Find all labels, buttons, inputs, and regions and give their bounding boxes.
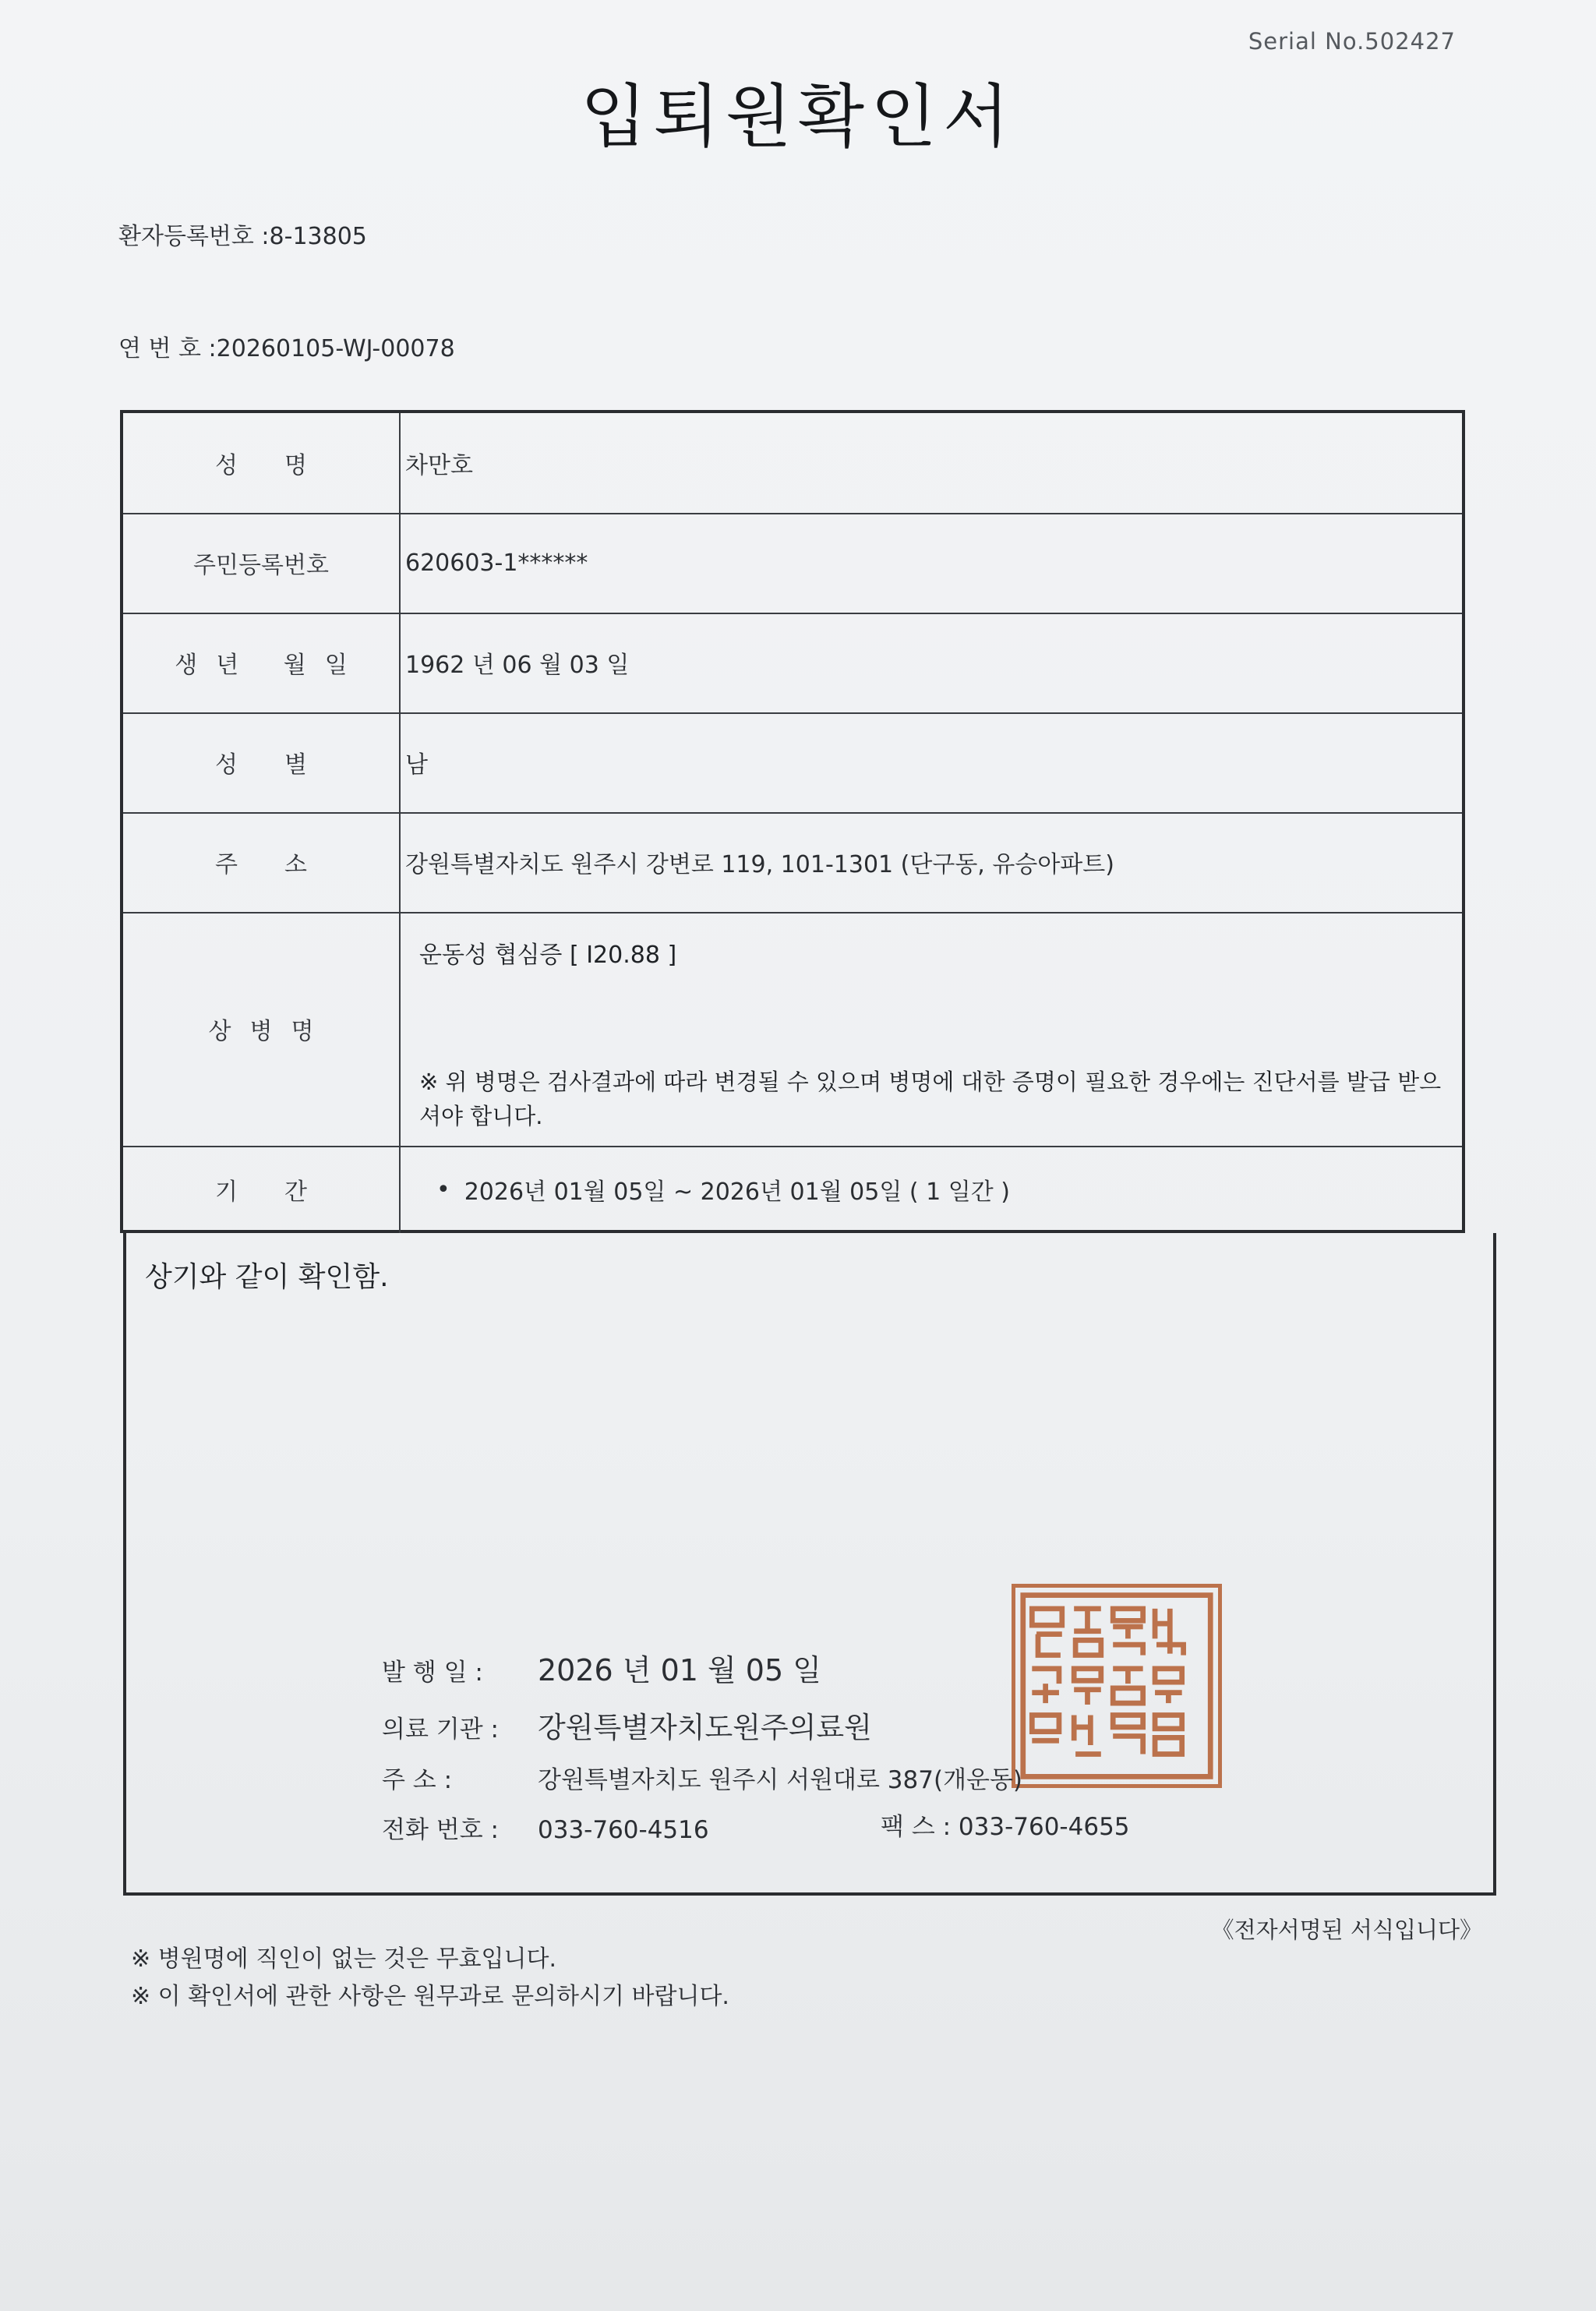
electronic-signature-notice: 《전자서명된 서식입니다》 bbox=[1211, 1917, 1482, 1943]
institution-value: 강원특별자치도원주의료원 bbox=[538, 1711, 872, 1744]
patient-registration-label: 환자등록번호 : bbox=[118, 223, 270, 250]
issue-date-label: 발 행 일 : bbox=[382, 1659, 483, 1687]
period-bullet: • bbox=[436, 1175, 450, 1203]
institution-address-value: 강원특별자치도 원주시 서원대로 387(개운동) bbox=[538, 1766, 1023, 1794]
period-label-cell bbox=[123, 1146, 401, 1233]
footnote-seal-validity: ※ 병원명에 직인이 없는 것은 무효입니다. bbox=[131, 1945, 557, 1973]
seal-icon bbox=[1015, 1588, 1218, 1784]
rrn-value: 620603-1****** bbox=[405, 549, 588, 577]
period-value-cell bbox=[405, 1146, 1453, 1233]
birth-label: 생년 월일 bbox=[175, 652, 366, 679]
table-row-period bbox=[123, 1146, 1462, 1233]
fax-label: 팩 스 : bbox=[881, 1813, 959, 1841]
sex-label-cell bbox=[123, 712, 401, 812]
fax-line bbox=[881, 1807, 1130, 1842]
diagnosis-label: 상병명 bbox=[208, 1018, 333, 1045]
table-row-address bbox=[123, 812, 1462, 913]
birth-value: 1962 년 06 월 03 일 bbox=[405, 652, 630, 679]
table-row-name bbox=[123, 413, 1462, 514]
name-label: 성명 bbox=[215, 452, 354, 479]
patient-registration-value: 8-13805 bbox=[269, 223, 367, 250]
address-value: 강원특별자치도 원주시 강변로 119, 101-1301 (단구동, 유승아파트) bbox=[405, 851, 1114, 878]
table-row-sex bbox=[123, 712, 1462, 814]
document-title: 입퇴원확인서 bbox=[580, 76, 1016, 157]
table-row-birth bbox=[123, 613, 1462, 714]
footnote-inquiry: ※ 이 확인서에 관한 사항은 원무과로 문의하시기 바랍니다. bbox=[131, 1983, 729, 2010]
rrn-label: 주민등록번호 bbox=[123, 513, 401, 613]
official-seal-stamp bbox=[1012, 1584, 1222, 1788]
institution-label: 의료 기관 : bbox=[382, 1716, 499, 1744]
issue-date-value: 2026 년 01 월 05 일 bbox=[538, 1653, 821, 1687]
phone-label: 전화 번호 : bbox=[382, 1816, 499, 1844]
address-label: 주소 bbox=[215, 851, 354, 878]
sex-label: 성별 bbox=[215, 751, 354, 779]
diagnosis-label-cell bbox=[123, 912, 401, 1146]
table-row-diagnosis bbox=[123, 912, 1462, 1147]
institution-address-line bbox=[382, 1760, 1022, 1795]
fax-value: 033-760-4655 bbox=[958, 1813, 1130, 1841]
institution-line bbox=[382, 1704, 872, 1746]
sex-value: 남 bbox=[405, 751, 428, 779]
birth-label-cell bbox=[123, 613, 401, 712]
confirmation-box bbox=[123, 1233, 1496, 1896]
diagnosis-note: ※ 위 병명은 검사결과에 따라 변경될 수 있으며 병명에 대한 증명이 필요한 경우에는 진단서를 발급 받으셔야 합니다. bbox=[419, 1069, 1442, 1129]
confirmation-text: 상기와 같이 확인함. bbox=[145, 1261, 389, 1293]
phone-value: 033-760-4516 bbox=[538, 1816, 709, 1844]
institution-address-label: 주 소 : bbox=[382, 1766, 453, 1794]
period-value: 2026년 01월 05일 ~ 2026년 01월 05일 ( 1 일간 ) bbox=[464, 1178, 1010, 1206]
document-serial-number bbox=[118, 329, 455, 363]
name-label-cell bbox=[123, 413, 401, 513]
document-serial-label: 연 번 호 : bbox=[118, 335, 217, 362]
patient-info-table bbox=[120, 410, 1465, 1233]
name-value: 차만호 bbox=[405, 452, 473, 479]
phone-line bbox=[382, 1810, 709, 1845]
serial-number: Serial No.502427 bbox=[1248, 28, 1456, 55]
address-label-cell bbox=[123, 812, 401, 912]
table-row-rrn bbox=[123, 513, 1462, 614]
period-label: 기간 bbox=[215, 1178, 354, 1206]
document-serial-value: 20260105-WJ-00078 bbox=[216, 335, 455, 362]
patient-registration-number bbox=[118, 217, 367, 251]
issue-date-line bbox=[382, 1646, 821, 1689]
diagnosis-value: 운동성 협심증 [ I20.88 ] bbox=[419, 942, 677, 969]
